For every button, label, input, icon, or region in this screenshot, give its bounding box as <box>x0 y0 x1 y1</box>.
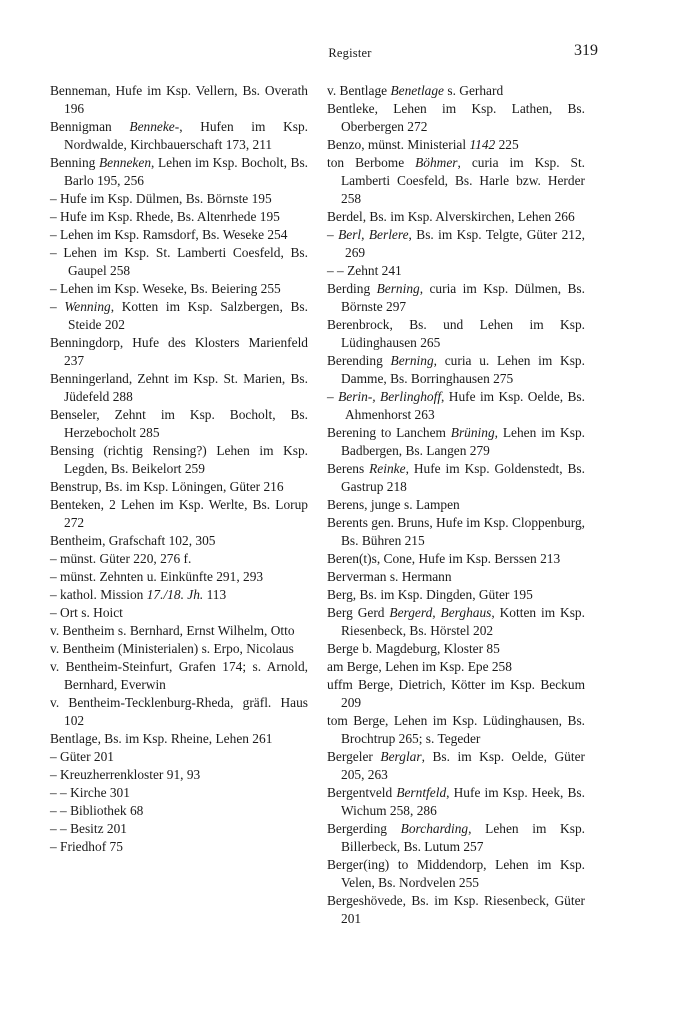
index-entry: am Berge, Lehen im Ksp. Epe 258 <box>327 659 512 674</box>
running-head: Register <box>328 46 372 60</box>
index-entry: Bentlage, Bs. im Ksp. Rheine, Lehen 261 <box>50 731 273 746</box>
index-entry: Benseler, Zehnt im Ksp. Bocholt, Bs. Herzebocholt 285 <box>50 407 308 440</box>
index-entry: ton Berbome Böhmer, curia im Ksp. St. Lamberti Coesfeld, Bs. Harle bzw. Herder 258 <box>327 155 586 206</box>
index-entry: Berg, Bs. im Ksp. Dingden, Güter 195 <box>327 587 533 602</box>
index-entry: – Wenning, Kotten im Ksp. Salzbergen, Bs. Steide 202 <box>50 299 308 332</box>
index-entry: Benzo, münst. Ministerial 1142 225 <box>327 137 519 152</box>
index-entry: Berening to Lanchem Brüning, Lehen im Ksp. Badbergen, Bs. Langen 279 <box>327 425 585 458</box>
index-entry: – Ort s. Hoict <box>50 605 123 620</box>
index-entry: Berents gen. Bruns, Hufe im Ksp. Cloppenburg, Bs. Bühren 215 <box>327 515 585 548</box>
index-entry: Benstrup, Bs. im Ksp. Löningen, Güter 216 <box>50 479 284 494</box>
index-entry: Bergeshövede, Bs. im Ksp. Riesenbeck, Güter 201 <box>327 893 585 926</box>
index-entry: Bentheim, Grafschaft 102, 305 <box>50 533 216 548</box>
index-entry: Bergeler Berglar, Bs. im Ksp. Oelde, Güter 205, 263 <box>327 749 586 782</box>
index-entry: Berens Reinke, Hufe im Ksp. Goldenstedt, Bs. Gastrup 218 <box>327 461 585 494</box>
index-entry: Benning Benneken, Lehen im Ksp. Bocholt, Bs. Barlo 195, 256 <box>50 155 309 188</box>
index-entry: Berens, junge s. Lampen <box>327 497 460 512</box>
index-entry: – kathol. Mission 17./18. Jh. 113 <box>50 587 227 602</box>
index-entry: – – Besitz 201 <box>50 821 127 836</box>
index-entry: Berger(ing) to Middendorp, Lehen im Ksp. Velen, Bs. Nordvelen 255 <box>327 857 585 890</box>
index-entry: Bentleke, Lehen im Ksp. Lathen, Bs. Oberbergen 272 <box>327 101 585 134</box>
index-entry: – Lehen im Ksp. Ramsdorf, Bs. Weseke 254 <box>50 227 288 242</box>
index-entry: – Berl, Berlere, Bs. im Ksp. Telgte, Güter 212, 269 <box>327 227 586 260</box>
index-entry: v. Bentheim-Steinfurt, Grafen 174; s. Arnold, Bernhard, Everwin <box>50 659 308 692</box>
index-entry: – Kreuzherrenkloster 91, 93 <box>50 767 201 782</box>
index-entry: Berdel, Bs. im Ksp. Alverskirchen, Lehen 266 <box>327 209 575 224</box>
index-entry: – münst. Güter 220, 276 f. <box>50 551 192 566</box>
index-entry: Benningerland, Zehnt im Ksp. St. Marien, Bs. Jüdefeld 288 <box>50 371 308 404</box>
index-entry: v. Bentheim s. Bernhard, Ernst Wilhelm, Otto <box>50 623 295 638</box>
index-entry: Bennigman Benneke-, Hufen im Ksp. Nordwalde, Kirchbauerschaft 173, 211 <box>50 119 308 152</box>
right-column <box>327 82 585 928</box>
index-entry: – Friedhof 75 <box>50 839 123 854</box>
index-entry: – – Kirche 301 <box>50 785 130 800</box>
index-entry: – Güter 201 <box>50 749 114 764</box>
index-entry: – Lehen im Ksp. Weseke, Bs. Beiering 255 <box>50 281 281 296</box>
index-entry: Berge b. Magdeburg, Kloster 85 <box>327 641 500 656</box>
index-entry: Benneman, Hufe im Ksp. Vellern, Bs. Overath 196 <box>50 83 308 116</box>
index-entry: Bergerding Borcharding, Lehen im Ksp. Billerbeck, Bs. Lutum 257 <box>327 821 585 854</box>
index-entry: – Hufe im Ksp. Rhede, Bs. Altenrhede 195 <box>50 209 280 224</box>
index-entry: Berending Berning, curia u. Lehen im Ksp. Damme, Bs. Borringhausen 275 <box>327 353 585 386</box>
index-entry: Bergentveld Berntfeld, Hufe im Ksp. Heek, Bs. Wichum 258, 286 <box>327 785 585 818</box>
index-entry: v. Bentheim (Ministerialen) s. Erpo, Nicolaus <box>50 641 294 656</box>
index-entry: – Hufe im Ksp. Dülmen, Bs. Börnste 195 <box>50 191 272 206</box>
index-entry: – münst. Zehnten u. Einkünfte 291, 293 <box>50 569 264 584</box>
index-entry: Berg Gerd Bergerd, Berghaus, Kotten im Ksp. Riesenbeck, Bs. Hörstel 202 <box>327 605 585 638</box>
index-entry: tom Berge, Lehen im Ksp. Lüdinghausen, Bs. Brochtrup 265; s. Tegeder <box>327 713 585 746</box>
index-entry: uffm Berge, Dietrich, Kötter im Ksp. Beckum 209 <box>327 677 585 710</box>
index-entry: Bensing (richtig Rensing?) Lehen im Ksp. Legden, Bs. Beikelort 259 <box>50 443 308 476</box>
index-entry: Berenbrock, Bs. und Lehen im Ksp. Lüdinghausen 265 <box>327 317 585 350</box>
index-entry: v. Bentlage Benetlage s. Gerhard <box>327 83 504 98</box>
index-entry: – Berin-, Berlinghoff, Hufe im Ksp. Oelde, Bs. Ahmenhorst 263 <box>327 389 585 422</box>
index-entry: Benningdorp, Hufe des Klosters Marienfeld 237 <box>50 335 308 368</box>
index-entry: Beren(t)s, Cone, Hufe im Ksp. Berssen 213 <box>327 551 561 566</box>
index-entry: Berding Berning, curia im Ksp. Dülmen, Bs. Börnste 297 <box>327 281 585 314</box>
index-entry: – – Bibliothek 68 <box>50 803 144 818</box>
index-entry: – – Zehnt 241 <box>327 263 402 278</box>
index-entry: v. Bentheim-Tecklenburg-Rheda, gräfl. Haus 102 <box>50 695 308 728</box>
page-number: 319 <box>574 42 598 59</box>
index-entry: – Lehen im Ksp. St. Lamberti Coesfeld, Bs. Gaupel 258 <box>50 245 308 278</box>
index-entry: Berverman s. Hermann <box>327 569 452 584</box>
index-entry: Benteken, 2 Lehen im Ksp. Werlte, Bs. Lorup 272 <box>50 497 308 530</box>
left-column <box>50 82 308 856</box>
